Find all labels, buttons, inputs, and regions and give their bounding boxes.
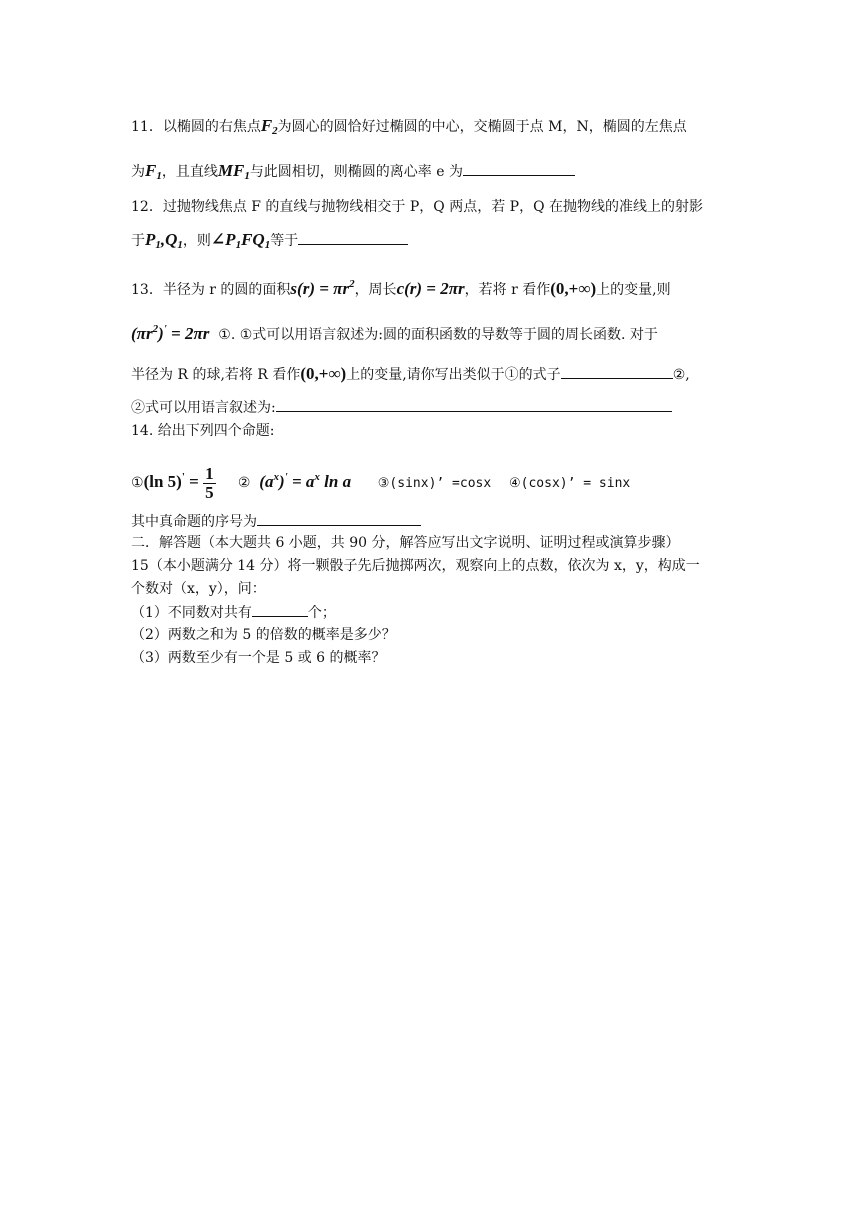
q13-text: 上的变量,请你写出类似于①的式子 xyxy=(346,367,561,383)
q13-text: ②式可以用语言叙述为: xyxy=(131,400,276,416)
angle-symbol: $\angle P_1FQ_1$ xyxy=(210,230,271,251)
derivative-formula: $(\pi r^2)' = 2\pi r$ xyxy=(131,323,210,343)
prop2-expr: $(a^x)' = a^x$ ln a xyxy=(259,471,352,491)
prop4: ④(cosx)’ = sinx xyxy=(509,476,631,491)
q11-text: 为 xyxy=(131,164,145,180)
prop1-mark: ① xyxy=(131,475,144,491)
q14-answer-blank[interactable] xyxy=(257,511,421,526)
area-formula: $s(r) = \pi r^2$ xyxy=(290,278,355,298)
section-heading: 二．解答题（本大题共 6 小题，共 90 分，解答应写出文字说明、证明过程或演算步骤） xyxy=(131,535,680,551)
q13-formula-blank[interactable] xyxy=(561,364,673,379)
interval-symbol: (0,+∞) xyxy=(300,364,347,383)
prop1-expr: (ln 5)' = xyxy=(143,471,199,491)
q11-text: ，且直线 xyxy=(161,164,218,180)
q13-line-2 xyxy=(131,319,658,345)
prop3: ③(sinx)’ =cosx xyxy=(377,476,492,491)
q12-text: 12．过抛物线焦点 F 的直线与抛物线相交于 P，Q 两点，若 P，Q 在抛物线的准线上的射影 xyxy=(131,199,704,215)
q13-statement-blank[interactable] xyxy=(276,397,672,412)
q13-text: 半径为 R 的球,若将 R 看作 xyxy=(131,367,301,383)
q13-line-3 xyxy=(131,364,690,385)
q15-line-1: 15（本小题满分 14 分）将一颗骰子先后抛掷两次，观察向上的点数，依次为 x，y，构成一 xyxy=(131,558,700,574)
q12-text: ，则 xyxy=(182,233,211,249)
mf1-symbol: $MF_1$ xyxy=(217,161,250,182)
q15-line-2: 个数对（x，y），问： xyxy=(131,581,266,597)
q15-sub-3: （3）两数至少有一个是 5 或 6 的概率？ xyxy=(131,650,386,666)
q14-propositions xyxy=(131,458,631,502)
q12-line-2 xyxy=(131,230,408,255)
circumference-formula: c(r) = 2πr xyxy=(396,279,465,298)
prop2-mark: ② xyxy=(237,475,251,491)
q11-line-1 xyxy=(131,116,687,141)
f2-symbol: $F_2$ xyxy=(260,116,278,137)
prop1-fraction: $\frac{1}{5}$ xyxy=(205,463,214,502)
q15-sub-1: （1）不同数对共有 个； xyxy=(131,602,336,623)
f1-symbol: $F_1$ xyxy=(145,161,162,182)
q13-text: 13．半径为 r 的圆的面积 xyxy=(131,282,291,298)
q13-text: ②, xyxy=(672,367,690,383)
q14-answer-line: 其中真命题的序号为 xyxy=(131,511,421,532)
q11-line-2 xyxy=(131,161,575,186)
q13-line-4 xyxy=(131,397,672,418)
q11-text: 与此圆相切，则椭圆的离心率 e 为 xyxy=(249,164,463,180)
q11-text: 11．以椭圆的右焦点 xyxy=(131,119,261,135)
q12-text: 等于 xyxy=(270,233,299,249)
q12-text: 于 xyxy=(131,233,145,249)
q13-line-1 xyxy=(131,274,671,300)
q13-text: ①. ①式可以用语言叙述为:圆的面积函数的导数等于圆的周长函数. 对于 xyxy=(218,327,658,343)
q12-line-1 xyxy=(131,197,703,217)
q15-sub-2: （2）两数之和为 5 的倍数的概率是多少？ xyxy=(131,627,396,643)
q13-text: ，若将 r 看作 xyxy=(464,282,551,298)
q12-answer-blank[interactable] xyxy=(298,230,408,245)
q11-text: 为圆心的圆恰好过椭圆的中心，交椭圆于点 M，N，椭圆的左焦点 xyxy=(277,119,687,135)
q11-answer-blank[interactable] xyxy=(463,161,575,176)
q13-text: 上的变量,则 xyxy=(596,282,671,298)
p1q1-symbol: $P_1,Q_1$ xyxy=(145,230,183,251)
q15-count-blank[interactable] xyxy=(252,602,308,617)
q14-title: 14. 给出下列四个命题: xyxy=(131,423,275,439)
q13-text: ，周长 xyxy=(354,282,397,298)
interval-symbol: (0,+∞) xyxy=(550,279,597,298)
